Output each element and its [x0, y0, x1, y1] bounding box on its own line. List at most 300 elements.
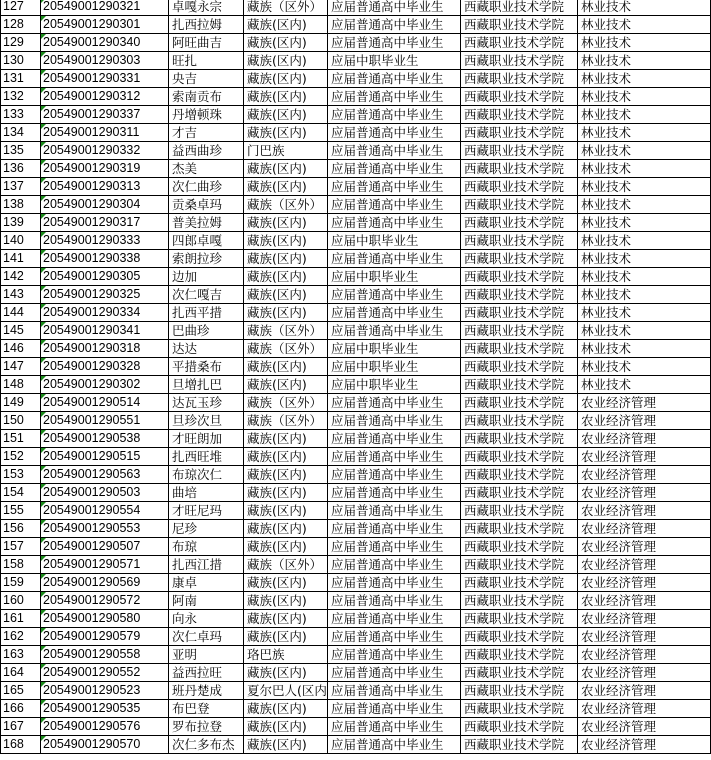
cell-school: 西藏职业技术学院: [461, 214, 578, 232]
cell-row-number: 138: [1, 196, 41, 214]
cell-school: 西藏职业技术学院: [461, 196, 578, 214]
cell-major: 林业技术: [578, 286, 711, 304]
cell-ethnicity: 藏族(区内): [244, 268, 328, 286]
cell-candidate-id: 20549001290569: [41, 574, 169, 592]
cell-school: 西藏职业技术学院: [461, 610, 578, 628]
cell-row-number: 153: [1, 466, 41, 484]
table-row: [1, 574, 711, 592]
cell-ethnicity: 藏族(区内): [244, 502, 328, 520]
cell-candidate-category: 应届普通高中毕业生: [328, 412, 461, 430]
cell-candidate-category: 应届中职毕业生: [328, 232, 461, 250]
cell-school: 西藏职业技术学院: [461, 574, 578, 592]
cell-ethnicity: 藏族(区内): [244, 286, 328, 304]
cell-school: 西藏职业技术学院: [461, 448, 578, 466]
cell-ethnicity: 藏族（区外）: [244, 340, 328, 358]
cell-school: 西藏职业技术学院: [461, 466, 578, 484]
cell-student-name: 益西拉旺: [169, 664, 244, 682]
cell-ethnicity: 藏族(区内): [244, 466, 328, 484]
cell-row-number: 164: [1, 664, 41, 682]
cell-school: 西藏职业技术学院: [461, 160, 578, 178]
cell-ethnicity: 藏族(区内): [244, 538, 328, 556]
cell-student-name: 次仁卓玛: [169, 628, 244, 646]
cell-row-number: 132: [1, 88, 41, 106]
cell-candidate-category: 应届普通高中毕业生: [328, 34, 461, 52]
table-row: [1, 718, 711, 736]
cell-candidate-category: 应届普通高中毕业生: [328, 160, 461, 178]
cell-school: 西藏职业技术学院: [461, 358, 578, 376]
table-row: [1, 34, 711, 52]
cell-student-name: 旦增扎巴: [169, 376, 244, 394]
cell-major: 农业经济管理: [578, 646, 711, 664]
cell-student-name: 康卓: [169, 574, 244, 592]
cell-ethnicity: 藏族(区内): [244, 664, 328, 682]
cell-ethnicity: 藏族(区内): [244, 700, 328, 718]
cell-school: 西藏职业技术学院: [461, 556, 578, 574]
cell-student-name: 班丹楚成: [169, 682, 244, 700]
cell-candidate-id: 20549001290538: [41, 430, 169, 448]
cell-ethnicity: 藏族(区内): [244, 232, 328, 250]
cell-student-name: 才旺朗加: [169, 430, 244, 448]
cell-row-number: 131: [1, 70, 41, 88]
cell-candidate-category: 应届普通高中毕业生: [328, 538, 461, 556]
cell-student-name: 阿旺曲吉: [169, 34, 244, 52]
cell-candidate-category: 应届普通高中毕业生: [328, 646, 461, 664]
cell-row-number: 139: [1, 214, 41, 232]
cell-candidate-category: 应届普通高中毕业生: [328, 16, 461, 34]
cell-ethnicity: 藏族（区外）: [244, 322, 328, 340]
cell-ethnicity: 藏族（区外）: [244, 0, 328, 16]
cell-major: 农业经济管理: [578, 556, 711, 574]
cell-student-name: 贡桑卓玛: [169, 196, 244, 214]
cell-row-number: 141: [1, 250, 41, 268]
table-row: [1, 394, 711, 412]
cell-school: 西藏职业技术学院: [461, 268, 578, 286]
cell-row-number: 148: [1, 376, 41, 394]
cell-student-name: 边加: [169, 268, 244, 286]
cell-candidate-category: 应届普通高中毕业生: [328, 0, 461, 16]
cell-candidate-category: 应届普通高中毕业生: [328, 286, 461, 304]
cell-ethnicity: 藏族(区内): [244, 448, 328, 466]
cell-school: 西藏职业技术学院: [461, 142, 578, 160]
table-row: [1, 502, 711, 520]
cell-candidate-category: 应届普通高中毕业生: [328, 124, 461, 142]
cell-row-number: 165: [1, 682, 41, 700]
cell-row-number: 160: [1, 592, 41, 610]
cell-candidate-category: 应届普通高中毕业生: [328, 88, 461, 106]
cell-student-name: 旺扎: [169, 52, 244, 70]
cell-candidate-id: 20549001290341: [41, 322, 169, 340]
cell-student-name: 丹增顿珠: [169, 106, 244, 124]
cell-ethnicity: 门巴族: [244, 142, 328, 160]
cell-row-number: 134: [1, 124, 41, 142]
cell-ethnicity: 藏族(区内): [244, 304, 328, 322]
cell-row-number: 140: [1, 232, 41, 250]
table-row: [1, 466, 711, 484]
table-row: [1, 646, 711, 664]
cell-row-number: 152: [1, 448, 41, 466]
cell-student-name: 索朗拉珍: [169, 250, 244, 268]
cell-student-name: 罗布拉登: [169, 718, 244, 736]
cell-candidate-id: 20549001290579: [41, 628, 169, 646]
cell-school: 西藏职业技术学院: [461, 340, 578, 358]
cell-ethnicity: 藏族(区内): [244, 124, 328, 142]
cell-ethnicity: 藏族(区内): [244, 736, 328, 754]
table-row: [1, 286, 711, 304]
cell-student-name: 阿南: [169, 592, 244, 610]
cell-candidate-id: 20549001290332: [41, 142, 169, 160]
cell-candidate-category: 应届普通高中毕业生: [328, 430, 461, 448]
cell-candidate-id: 20549001290580: [41, 610, 169, 628]
cell-candidate-category: 应届中职毕业生: [328, 268, 461, 286]
cell-major: 林业技术: [578, 250, 711, 268]
cell-ethnicity: 藏族(区内): [244, 718, 328, 736]
cell-school: 西藏职业技术学院: [461, 34, 578, 52]
table-row: [1, 628, 711, 646]
table-row: [1, 196, 711, 214]
cell-row-number: 161: [1, 610, 41, 628]
cell-student-name: 四郎卓嘎: [169, 232, 244, 250]
cell-school: 西藏职业技术学院: [461, 322, 578, 340]
cell-major: 林业技术: [578, 268, 711, 286]
cell-student-name: 普美拉姆: [169, 214, 244, 232]
cell-row-number: 127: [1, 0, 41, 16]
cell-school: 西藏职业技术学院: [461, 52, 578, 70]
cell-candidate-id: 20549001290503: [41, 484, 169, 502]
table-row: [1, 484, 711, 502]
cell-candidate-category: 应届普通高中毕业生: [328, 178, 461, 196]
cell-candidate-category: 应届中职毕业生: [328, 340, 461, 358]
table-row: [1, 70, 711, 88]
table-row: [1, 448, 711, 466]
cell-student-name: 卓嘎永宗: [169, 0, 244, 16]
cell-student-name: 布巴登: [169, 700, 244, 718]
table-row: [1, 214, 711, 232]
table-row: [1, 610, 711, 628]
cell-candidate-category: 应届普通高中毕业生: [328, 736, 461, 754]
cell-ethnicity: 藏族(区内): [244, 52, 328, 70]
cell-candidate-category: 应届普通高中毕业生: [328, 214, 461, 232]
cell-school: 西藏职业技术学院: [461, 16, 578, 34]
cell-candidate-id: 20549001290304: [41, 196, 169, 214]
table-row: [1, 736, 711, 754]
cell-ethnicity: 藏族(区内): [244, 574, 328, 592]
cell-student-name: 索南贡布: [169, 88, 244, 106]
cell-row-number: 151: [1, 430, 41, 448]
cell-major: 农业经济管理: [578, 394, 711, 412]
cell-school: 西藏职业技术学院: [461, 70, 578, 88]
cell-school: 西藏职业技术学院: [461, 88, 578, 106]
cell-candidate-id: 20549001290571: [41, 556, 169, 574]
cell-major: 林业技术: [578, 16, 711, 34]
table-row: [1, 664, 711, 682]
cell-candidate-category: 应届中职毕业生: [328, 52, 461, 70]
cell-student-name: 扎西平措: [169, 304, 244, 322]
cell-candidate-category: 应届普通高中毕业生: [328, 664, 461, 682]
cell-school: 西藏职业技术学院: [461, 430, 578, 448]
cell-major: 农业经济管理: [578, 682, 711, 700]
cell-school: 西藏职业技术学院: [461, 178, 578, 196]
cell-row-number: 157: [1, 538, 41, 556]
cell-major: 农业经济管理: [578, 430, 711, 448]
cell-candidate-id: 20549001290535: [41, 700, 169, 718]
cell-row-number: 166: [1, 700, 41, 718]
cell-school: 西藏职业技术学院: [461, 376, 578, 394]
cell-row-number: 137: [1, 178, 41, 196]
cell-candidate-category: 应届普通高中毕业生: [328, 106, 461, 124]
cell-candidate-category: 应届普通高中毕业生: [328, 574, 461, 592]
cell-row-number: 147: [1, 358, 41, 376]
cell-candidate-id: 20549001290319: [41, 160, 169, 178]
cell-candidate-id: 20549001290507: [41, 538, 169, 556]
cell-school: 西藏职业技术学院: [461, 736, 578, 754]
cell-ethnicity: 藏族(区内): [244, 214, 328, 232]
cell-ethnicity: 藏族(区内): [244, 592, 328, 610]
cell-row-number: 143: [1, 286, 41, 304]
cell-candidate-id: 20549001290523: [41, 682, 169, 700]
table-row: [1, 430, 711, 448]
cell-school: 西藏职业技术学院: [461, 106, 578, 124]
table-row: [1, 250, 711, 268]
cell-row-number: 159: [1, 574, 41, 592]
cell-student-name: 次仁曲珍: [169, 178, 244, 196]
cell-candidate-category: 应届普通高中毕业生: [328, 466, 461, 484]
cell-major: 林业技术: [578, 70, 711, 88]
table-row: [1, 682, 711, 700]
cell-school: 西藏职业技术学院: [461, 646, 578, 664]
table-row: [1, 142, 711, 160]
table-row: [1, 340, 711, 358]
cell-candidate-id: 20549001290338: [41, 250, 169, 268]
cell-school: 西藏职业技术学院: [461, 538, 578, 556]
cell-student-name: 才旺尼玛: [169, 502, 244, 520]
cell-candidate-category: 应届普通高中毕业生: [328, 520, 461, 538]
cell-candidate-category: 应届中职毕业生: [328, 358, 461, 376]
cell-row-number: 155: [1, 502, 41, 520]
cell-student-name: 达达: [169, 340, 244, 358]
cell-school: 西藏职业技术学院: [461, 664, 578, 682]
cell-student-name: 央吉: [169, 70, 244, 88]
cell-major: 农业经济管理: [578, 574, 711, 592]
cell-school: 西藏职业技术学院: [461, 250, 578, 268]
cell-major: 农业经济管理: [578, 664, 711, 682]
cell-ethnicity: 藏族(区内): [244, 376, 328, 394]
cell-school: 西藏职业技术学院: [461, 0, 578, 16]
table-row: [1, 88, 711, 106]
cell-student-name: 次仁嘎吉: [169, 286, 244, 304]
cell-candidate-id: 20549001290317: [41, 214, 169, 232]
cell-row-number: 133: [1, 106, 41, 124]
cell-candidate-id: 20549001290313: [41, 178, 169, 196]
table-row: [1, 0, 711, 16]
cell-candidate-category: 应届普通高中毕业生: [328, 718, 461, 736]
cell-row-number: 146: [1, 340, 41, 358]
cell-major: 农业经济管理: [578, 592, 711, 610]
cell-row-number: 136: [1, 160, 41, 178]
table-row: [1, 232, 711, 250]
cell-candidate-category: 应届普通高中毕业生: [328, 628, 461, 646]
table-row: [1, 16, 711, 34]
cell-candidate-category: 应届普通高中毕业生: [328, 394, 461, 412]
cell-row-number: 145: [1, 322, 41, 340]
cell-candidate-category: 应届普通高中毕业生: [328, 700, 461, 718]
table-row: [1, 358, 711, 376]
cell-ethnicity: 藏族(区内): [244, 70, 328, 88]
cell-ethnicity: 藏族(区内): [244, 178, 328, 196]
cell-major: 林业技术: [578, 196, 711, 214]
cell-candidate-category: 应届普通高中毕业生: [328, 304, 461, 322]
cell-school: 西藏职业技术学院: [461, 592, 578, 610]
cell-school: 西藏职业技术学院: [461, 718, 578, 736]
cell-row-number: 156: [1, 520, 41, 538]
cell-candidate-id: 20549001290570: [41, 736, 169, 754]
cell-student-name: 旦珍次旦: [169, 412, 244, 430]
cell-major: 农业经济管理: [578, 718, 711, 736]
cell-ethnicity: 藏族(区内): [244, 430, 328, 448]
cell-major: 林业技术: [578, 304, 711, 322]
cell-candidate-id: 20549001290558: [41, 646, 169, 664]
cell-major: 林业技术: [578, 88, 711, 106]
table-row: [1, 538, 711, 556]
cell-school: 西藏职业技术学院: [461, 304, 578, 322]
cell-school: 西藏职业技术学院: [461, 286, 578, 304]
cell-row-number: 135: [1, 142, 41, 160]
cell-student-name: 扎西旺堆: [169, 448, 244, 466]
cell-row-number: 129: [1, 34, 41, 52]
cell-school: 西藏职业技术学院: [461, 700, 578, 718]
cell-candidate-category: 应届普通高中毕业生: [328, 70, 461, 88]
table-row: [1, 322, 711, 340]
cell-candidate-category: 应届普通高中毕业生: [328, 592, 461, 610]
cell-candidate-id: 20549001290572: [41, 592, 169, 610]
cell-major: 农业经济管理: [578, 520, 711, 538]
cell-student-name: 平措桑布: [169, 358, 244, 376]
cell-school: 西藏职业技术学院: [461, 232, 578, 250]
cell-ethnicity: 藏族(区内): [244, 34, 328, 52]
cell-ethnicity: 藏族(区内): [244, 520, 328, 538]
cell-ethnicity: 藏族（区外）: [244, 412, 328, 430]
cell-major: 林业技术: [578, 178, 711, 196]
cell-school: 西藏职业技术学院: [461, 520, 578, 538]
cell-row-number: 128: [1, 16, 41, 34]
cell-candidate-category: 应届普通高中毕业生: [328, 484, 461, 502]
cell-major: 林业技术: [578, 0, 711, 16]
cell-row-number: 163: [1, 646, 41, 664]
cell-major: 林业技术: [578, 340, 711, 358]
cell-major: 农业经济管理: [578, 502, 711, 520]
cell-student-name: 巴曲珍: [169, 322, 244, 340]
table-row: [1, 178, 711, 196]
cell-candidate-id: 20549001290514: [41, 394, 169, 412]
cell-major: 农业经济管理: [578, 700, 711, 718]
table-row: [1, 592, 711, 610]
cell-major: 林业技术: [578, 52, 711, 70]
cell-row-number: 158: [1, 556, 41, 574]
cell-row-number: 142: [1, 268, 41, 286]
cell-candidate-id: 20549001290325: [41, 286, 169, 304]
cell-ethnicity: 藏族(区内): [244, 484, 328, 502]
cell-candidate-id: 20549001290312: [41, 88, 169, 106]
cell-candidate-id: 20549001290553: [41, 520, 169, 538]
cell-candidate-id: 20549001290318: [41, 340, 169, 358]
cell-ethnicity: 藏族（区外）: [244, 556, 328, 574]
cell-row-number: 130: [1, 52, 41, 70]
cell-major: 农业经济管理: [578, 628, 711, 646]
cell-candidate-id: 20549001290563: [41, 466, 169, 484]
cell-student-name: 达瓦玉珍: [169, 394, 244, 412]
cell-ethnicity: 藏族(区内): [244, 358, 328, 376]
cell-major: 农业经济管理: [578, 466, 711, 484]
table-row: [1, 160, 711, 178]
cell-candidate-id: 20549001290321: [41, 0, 169, 16]
cell-student-name: 扎西江措: [169, 556, 244, 574]
cell-candidate-category: 应届普通高中毕业生: [328, 502, 461, 520]
cell-student-name: 曲培: [169, 484, 244, 502]
cell-student-name: 次仁多布杰: [169, 736, 244, 754]
table-row: [1, 304, 711, 322]
cell-major: 农业经济管理: [578, 412, 711, 430]
cell-school: 西藏职业技术学院: [461, 628, 578, 646]
cell-student-name: 扎西拉姆: [169, 16, 244, 34]
cell-ethnicity: 藏族(区内): [244, 16, 328, 34]
cell-candidate-id: 20549001290554: [41, 502, 169, 520]
cell-candidate-category: 应届普通高中毕业生: [328, 682, 461, 700]
cell-row-number: 149: [1, 394, 41, 412]
cell-row-number: 168: [1, 736, 41, 754]
table-row: [1, 556, 711, 574]
cell-candidate-id: 20549001290311: [41, 124, 169, 142]
cell-ethnicity: 藏族(区内): [244, 610, 328, 628]
cell-major: 林业技术: [578, 106, 711, 124]
cell-major: 林业技术: [578, 160, 711, 178]
table-row: [1, 520, 711, 538]
cell-candidate-category: 应届普通高中毕业生: [328, 556, 461, 574]
cell-row-number: 154: [1, 484, 41, 502]
cell-candidate-id: 20549001290331: [41, 70, 169, 88]
cell-candidate-id: 20549001290333: [41, 232, 169, 250]
cell-school: 西藏职业技术学院: [461, 682, 578, 700]
cell-ethnicity: 藏族(区内): [244, 628, 328, 646]
cell-candidate-category: 应届普通高中毕业生: [328, 196, 461, 214]
cell-ethnicity: 藏族（区外）: [244, 394, 328, 412]
cell-ethnicity: 藏族(区内): [244, 160, 328, 178]
table-row: [1, 376, 711, 394]
cell-candidate-id: 20549001290551: [41, 412, 169, 430]
cell-candidate-id: 20549001290301: [41, 16, 169, 34]
cell-candidate-category: 应届普通高中毕业生: [328, 448, 461, 466]
cell-major: 农业经济管理: [578, 538, 711, 556]
cell-ethnicity: 珞巴族: [244, 646, 328, 664]
cell-candidate-id: 20549001290305: [41, 268, 169, 286]
cell-major: 林业技术: [578, 142, 711, 160]
cell-candidate-category: 应届普通高中毕业生: [328, 250, 461, 268]
cell-school: 西藏职业技术学院: [461, 124, 578, 142]
table-row: [1, 268, 711, 286]
cell-student-name: 杰美: [169, 160, 244, 178]
table-row: [1, 124, 711, 142]
cell-row-number: 150: [1, 412, 41, 430]
cell-row-number: 162: [1, 628, 41, 646]
cell-major: 林业技术: [578, 376, 711, 394]
cell-candidate-id: 20549001290334: [41, 304, 169, 322]
cell-candidate-category: 应届普通高中毕业生: [328, 322, 461, 340]
cell-school: 西藏职业技术学院: [461, 484, 578, 502]
table-row: [1, 700, 711, 718]
cell-candidate-id: 20549001290337: [41, 106, 169, 124]
cell-major: 林业技术: [578, 232, 711, 250]
cell-school: 西藏职业技术学院: [461, 412, 578, 430]
cell-candidate-id: 20549001290552: [41, 664, 169, 682]
cell-candidate-category: 应届普通高中毕业生: [328, 142, 461, 160]
